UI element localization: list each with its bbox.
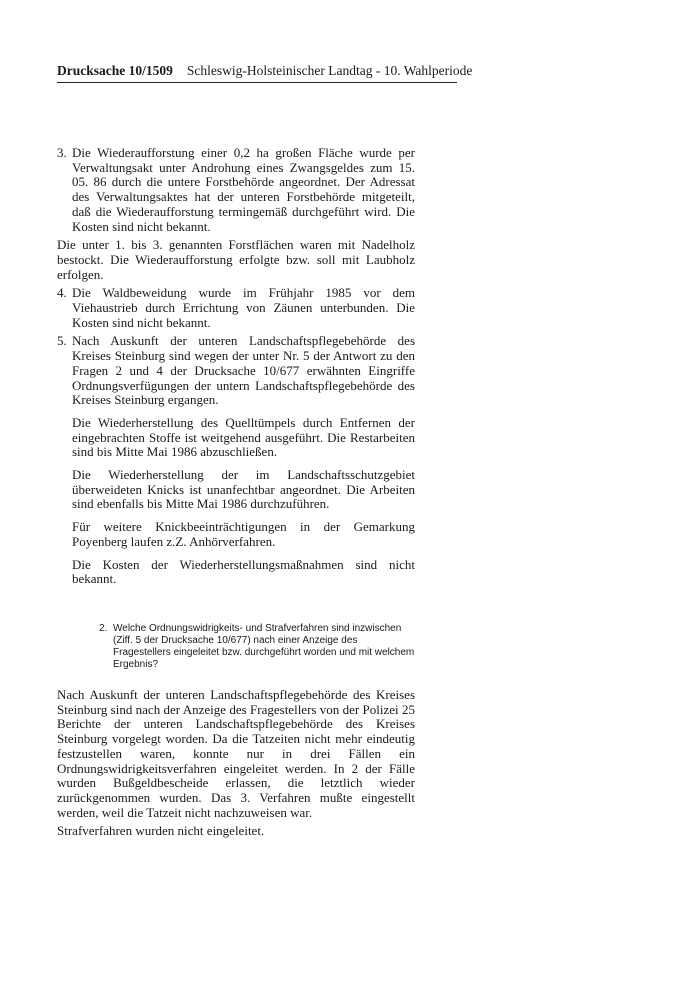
sub-paragraph: Die Kosten der Wiederherstellungsmaßnahmen sind nicht bekannt. [72,556,415,587]
item-number: 4. [57,285,67,301]
answer-paragraph: Nach Auskunft der unteren Landschaftspflegebehörde des Kreises Steinburg sind nach der Anzeige des Fragestellers von der Polizei 25 Berichte der unteren Landschaftspflegebehörde des Kreises Steinburg vorgelegt worden. Da die Tatzeiten nicht mehr eindeutig festzustellen waren, konnte nur in drei Fällen ein Ordnungswidrigkeitsverfahren eingeleitet werden. In 2 der Fälle wurden Bußgeldbescheide erlassen, die letztlich wieder zurückgenommen wurden. Das 3. Verfahren mußte eingestellt werden, weil die Tatzeit nicht nachzuweisen war. [57,686,415,820]
sub-paragraph: Die Wiederherstellung der im Landschaftsschutzgebiet überweideten Knicks ist unanfechtbar angeordnet. Die Arbeiten sind ebenfalls bis Mitte Mai 1986 durchzuführen. [72,467,415,512]
list-item [57,286,415,330]
question-block [99,623,415,671]
sub-paragraph: Die Wiederherstellung des Quelltümpels durch Entfernen der eingebrachten Stoffe ist weitgehend ausgeführt. Die Restarbeiten sind bis Mitte Mai 1986 abzuschließen. [72,414,415,460]
item-text: Die Wiederaufforstung einer 0,2 ha großen Fläche wurde per Verwaltungsakt unter Androhung eines Zwangsgeldes zum 15. 05. 86 durch die untere Forstbehörde angeordnet. Der Adressat des Verwaltungsaktes hat der unteren Forstbehörde mitgeteilt, daß die Wiederaufforstung termingemäß durchgeführt wird. Die Kosten sind nicht bekannt. [72,145,415,234]
item-number: 3. [57,145,67,160]
item-number: 5. [57,333,67,349]
list-item [57,146,415,234]
list-item [57,334,415,408]
sub-paragraph: Für weitere Knickbeeinträchtigungen in der Gemarkung Poyenberg laufen z.Z. Anhörverfahren. [72,519,415,549]
item-text: Nach Auskunft der unteren Landschaftspflegebehörde des Kreises Steinburg sind wegen der unter Nr. 5 der Antwort zu den Fragen 2 und 4 der Drucksache 10/677 erwähnten Eingriffe Ordnungsverfügungen der untern Landschaftspflegebehörde des Kreises Steinburg ergangen. [72,333,415,408]
page-header [57,62,473,83]
document-body [57,146,415,839]
paragraph: Die unter 1. bis 3. genannten Forstflächen waren mit Nadelholz bestockt. Die Wiederaufforstung erfolgte bzw. soll mit Laubholz erfolgen. [57,237,415,282]
document-number: Drucksache 10/1509 [57,63,173,78]
parliament-title: Schleswig-Holsteinischer Landtag - 10. Wahlperiode [186,63,473,78]
answer-paragraph: Strafverfahren wurden nicht eingeleitet. [57,823,265,839]
question-text: Welche Ordnungswidrigkeits- und Strafverfahren sind inzwischen (Ziff. 5 der Drucksache 10/677) nach einer Anzeige des Fragestellers eingeleitet bzw. durchgeführt worden und mit welchem Ergebnis? [113,622,415,670]
item-text: Die Waldbeweidung wurde im Frühjahr 1985 vor dem Viehaustrieb durch Errichtung von Zäunen unterbunden. Die Kosten sind nicht bekannt. [72,285,415,330]
question-number: 2. [99,622,108,634]
